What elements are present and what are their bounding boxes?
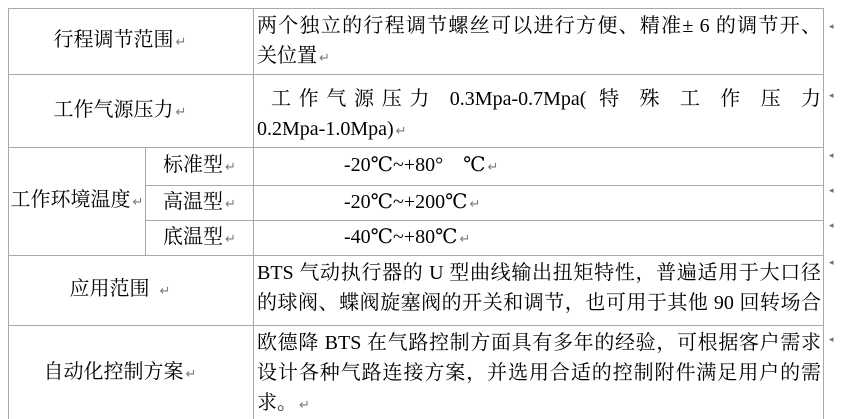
row-end-mark-icon: ◂	[829, 186, 834, 196]
cell-end-mark-icon: ↵	[487, 160, 499, 175]
cell-end-mark-icon: ↵	[319, 51, 330, 66]
cell-label-ambient-temperature[interactable]	[9, 148, 146, 256]
content-line: BTS 气动执行器的 U 型曲线输出扭矩特性，普遍适用于大口径	[257, 262, 821, 284]
content-line: 设计各种气路连接方案，并选用合适的控制附件满足用户的需	[257, 362, 821, 384]
row-end-mark-icon: ◂	[829, 335, 834, 345]
row-end-mark-icon: ◂	[829, 151, 834, 161]
temperature-value: -40℃~+80℃	[344, 225, 458, 248]
sub-row-label: 底温型	[163, 225, 224, 248]
cell-label-high-temp-type[interactable]	[146, 186, 254, 221]
cell-end-mark-icon: ↵	[469, 196, 481, 212]
sub-row-label: 高温型	[163, 190, 224, 213]
spec-table	[8, 8, 824, 419]
content-line: 工作气源压力 0.3Mpa-0.7Mpa( 特 殊 工 作 压 力	[271, 88, 821, 110]
table-row	[9, 256, 824, 326]
cell-end-mark-icon: ↵	[459, 231, 471, 247]
content-line: 两个独立的行程调节螺丝可以进行方便、精准± 6 的调节开、	[257, 15, 821, 37]
content-line: 0.2Mpa-1.0Mpa) ↵	[257, 118, 407, 140]
content-line: 的球阀、蝶阀旋塞阀的开关和调节，也可用于其他 90 回转场合	[257, 292, 821, 314]
cell-value-standard-temp[interactable]	[254, 148, 824, 186]
cell-label-air-supply-pressure[interactable]	[9, 75, 254, 148]
cell-content-stroke-adjust[interactable]	[254, 9, 824, 75]
cell-label-low-temp-type[interactable]	[146, 221, 254, 256]
cell-end-mark-icon: ↵	[299, 398, 310, 413]
table-row	[9, 326, 824, 419]
cell-content-air-supply[interactable]	[254, 75, 824, 148]
cell-end-mark-icon: ↵	[395, 124, 407, 139]
content-line: 欧德降 BTS 在气路控制方面具有多年的经验，可根据客户需求	[257, 332, 821, 354]
row-end-mark-icon: ◂	[829, 22, 834, 32]
row-end-mark-icon: ◂	[829, 258, 834, 268]
cell-end-mark-icon: ↵	[185, 367, 197, 382]
row-label: 工作环境温度	[10, 189, 131, 211]
content-line: 求。 ↵	[257, 392, 310, 414]
row-label: 工作气源压力	[53, 98, 174, 121]
temperature-value: -20℃~+200℃	[344, 190, 468, 213]
table-row	[9, 9, 824, 75]
cell-label-application-scope[interactable]	[9, 256, 254, 326]
cell-label-standard-type[interactable]	[146, 148, 254, 186]
table-row	[9, 75, 824, 148]
content-line: 关位置 ↵	[257, 45, 330, 67]
cell-end-mark-icon: ↵	[159, 284, 171, 299]
row-end-mark-icon: ◂	[829, 91, 834, 101]
temperature-value: -20℃~+80° ℃	[344, 154, 486, 176]
cell-label-stroke-adjust-range[interactable]	[9, 9, 254, 75]
sub-row-label: 标准型	[163, 154, 224, 176]
row-label: 应用范围	[69, 278, 150, 300]
cell-end-mark-icon: ↵	[175, 104, 187, 120]
cell-end-mark-icon: ↵	[225, 160, 236, 175]
cell-end-mark-icon: ↵	[132, 195, 144, 210]
row-label: 行程调节范围	[53, 29, 174, 51]
cell-value-high-temp[interactable]	[254, 186, 824, 221]
table-row	[9, 148, 824, 186]
cell-label-automation-control[interactable]	[9, 326, 254, 419]
cell-value-low-temp[interactable]	[254, 221, 824, 256]
cell-content-automation[interactable]	[254, 326, 824, 419]
cell-end-mark-icon: ↵	[225, 196, 236, 212]
cell-end-mark-icon: ↵	[225, 231, 236, 247]
cell-content-application[interactable]	[254, 256, 824, 326]
row-end-mark-icon: ◂	[829, 221, 834, 231]
row-label: 自动化控制方案	[43, 361, 184, 383]
cell-end-mark-icon: ↵	[175, 35, 187, 50]
